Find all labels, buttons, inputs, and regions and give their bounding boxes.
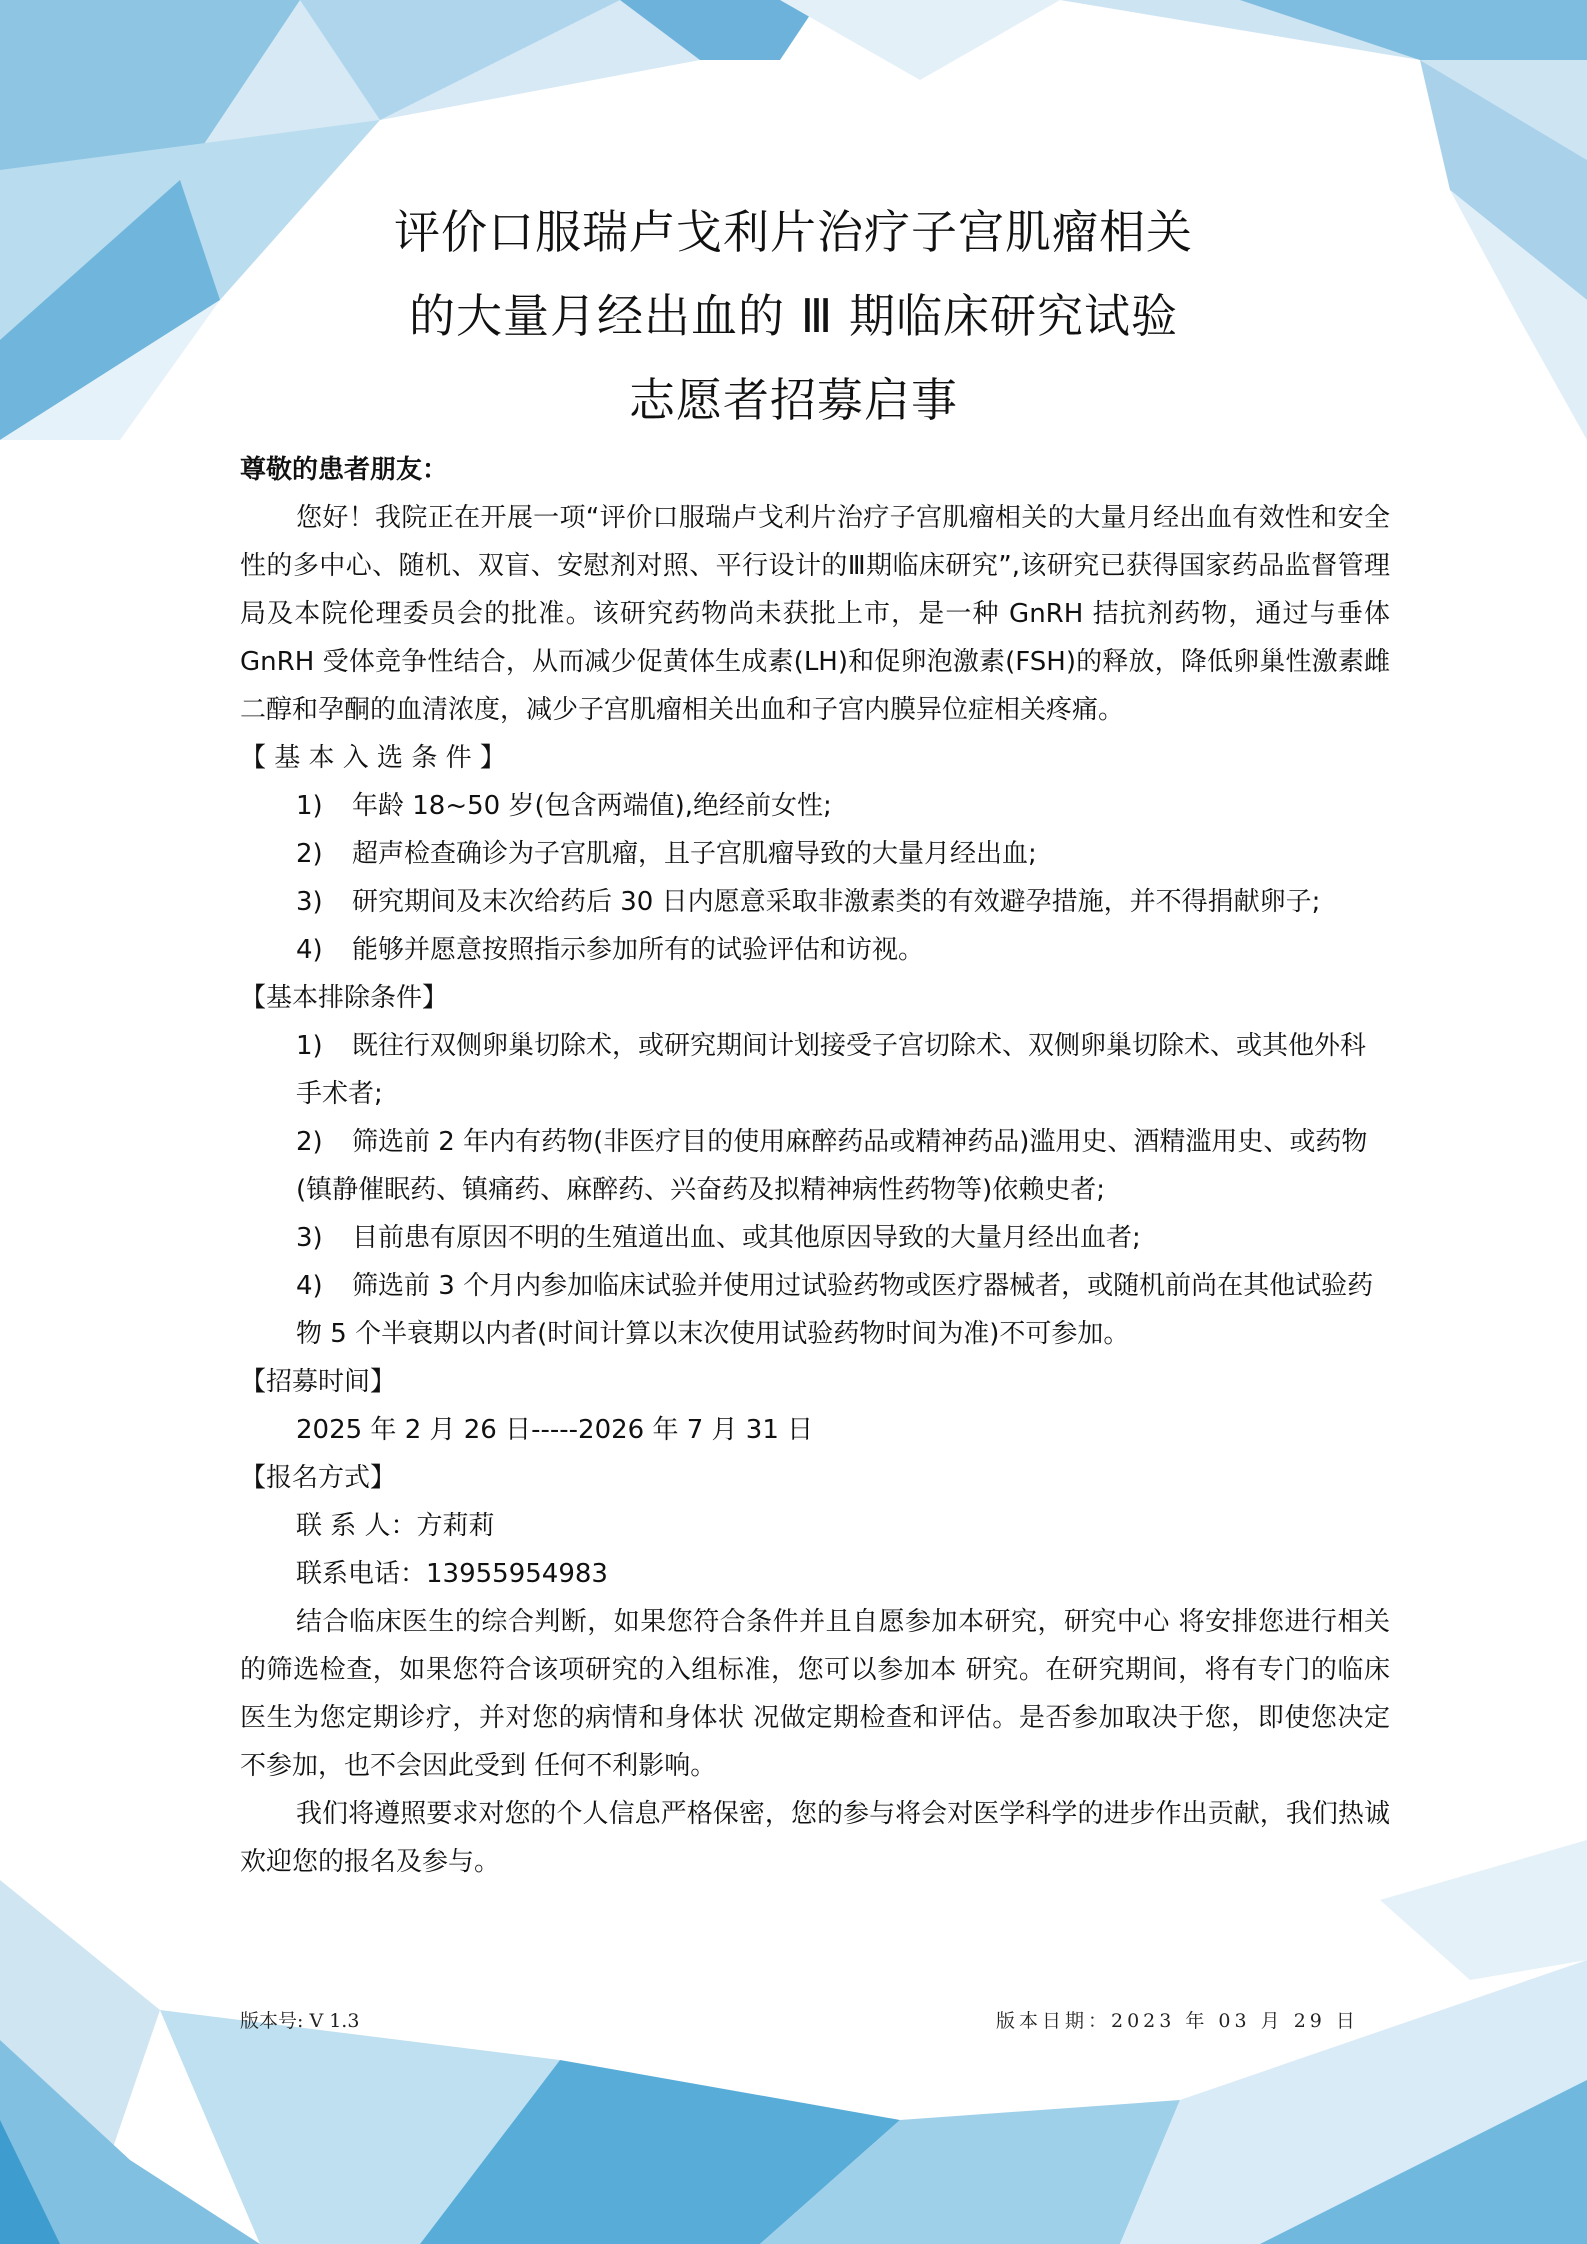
- title-line-2: 的大量月经出血的 Ⅲ 期临床研究试验: [409, 289, 1178, 343]
- item-number: 1): [296, 791, 323, 821]
- closing-paragraph-1: 结合临床医生的综合判断，如果您符合条件并且自愿参加本研究，研究中心 将安排您进行相关的筛选检查，如果您符合该项研究的入组标准，您可以参加本 研究。在研究期间，将有专门的临床医生为您定期诊疗，并对您的病情和身体状 况做定期检查和评估。是否参加取决于您，即使您决定不参加，也不会因此受到 任何不利影响。: [240, 1607, 1390, 1781]
- contact-person: 联 系 人：方莉莉: [296, 1511, 495, 1541]
- inclusion-item: [240, 878, 1390, 926]
- inclusion-item: [240, 782, 1390, 830]
- item-number: 4): [296, 935, 323, 965]
- intro-paragraph: 您好！我院正在开展一项“评价口服瑞卢戈利片治疗子宫肌瘤相关的大量月经出血有效性和安全性的多中心、随机、双盲、安慰剂对照、平行设计的Ⅲ期临床研究”,该研究已获得国家药品监督管理局及本院伦理委员会的批准。该研究药物尚未获批上市，是一种 GnRH 拮抗剂药物，通过与垂体 GnRH 受体竞争性结合，从而减少促黄体生成素(LH)和促卵泡激素(FSH)的释放，降低卵巢性激素雌二醇和孕酮的血清浓度，减少子宫肌瘤相关出血和子宫内膜异位症相关疼痛。: [240, 503, 1390, 725]
- item-text: 筛选前 3 个月内参加临床试验并使用过试验药物或医疗器械者，或随机前尚在其他试验药物 5 个半衰期以内者(时间计算以末次使用试验药物时间为准)不可参加。: [296, 1271, 1374, 1349]
- item-text: 年龄 18~50 岁(包含两端值),绝经前女性;: [352, 791, 832, 821]
- exclusion-item: [240, 1214, 1390, 1262]
- item-number: 2): [296, 1127, 323, 1157]
- inclusion-heading: 【 基 本 入 选 条 件 】: [240, 743, 506, 773]
- inclusion-item: [240, 830, 1390, 878]
- inclusion-item: [240, 926, 1390, 974]
- item-number: 1): [296, 1031, 323, 1061]
- item-text: 筛选前 2 年内有药物(非医疗目的使用麻醉药品或精神药品)滥用史、酒精滥用史、或药物(镇静催眠药、镇痛药、麻醉药、兴奋药及拟精神病性药物等)依赖史者;: [296, 1127, 1368, 1205]
- exclusion-heading: 【基本排除条件】: [240, 983, 449, 1013]
- item-number: 3): [296, 887, 323, 917]
- item-text: 目前患有原因不明的生殖道出血、或其他原因导致的大量月经出血者;: [352, 1223, 1141, 1253]
- item-text: 研究期间及末次给药后 30 日内愿意采取非激素类的有效避孕措施，并不得捐献卵子;: [352, 887, 1321, 917]
- exclusion-item: [240, 1022, 1390, 1118]
- title-line-3: 志愿者招募启事: [629, 373, 958, 427]
- contact-phone: 联系电话：13955954983: [296, 1559, 608, 1589]
- item-text: 超声检查确诊为子宫肌瘤，且子宫肌瘤导致的大量月经出血;: [352, 839, 1037, 869]
- recruit-time-heading: 【招募时间】: [240, 1367, 397, 1397]
- notice-body: [240, 446, 1390, 1886]
- recruit-time-value: 2025 年 2 月 26 日-----2026 年 7 月 31 日: [296, 1415, 814, 1445]
- version-number: 版本号: V 1.3: [240, 2010, 360, 2032]
- item-number: 3): [296, 1223, 323, 1253]
- signup-heading: 【报名方式】: [240, 1463, 397, 1493]
- exclusion-item: [240, 1118, 1390, 1214]
- salutation: 尊敬的患者朋友：: [240, 455, 449, 485]
- notice-title: [240, 190, 1347, 442]
- item-number: 2): [296, 839, 323, 869]
- item-text: 能够并愿意按照指示参加所有的试验评估和访视。: [352, 935, 925, 965]
- item-text: 既往行双侧卵巢切除术，或研究期间计划接受子宫切除术、双侧卵巢切除术、或其他外科手术者;: [296, 1031, 1367, 1109]
- title-line-1: 评价口服瑞卢戈利片治疗子宫肌瘤相关: [394, 205, 1193, 259]
- closing-paragraph-2: 我们将遵照要求对您的个人信息严格保密，您的参与将会对医学科学的进步作出贡献，我们热诚欢迎您的报名及参与。: [240, 1799, 1390, 1877]
- exclusion-item: [240, 1262, 1390, 1358]
- item-number: 4): [296, 1271, 323, 1301]
- version-date: 版本日期：2023 年 03 月 29 日: [996, 2010, 1359, 2032]
